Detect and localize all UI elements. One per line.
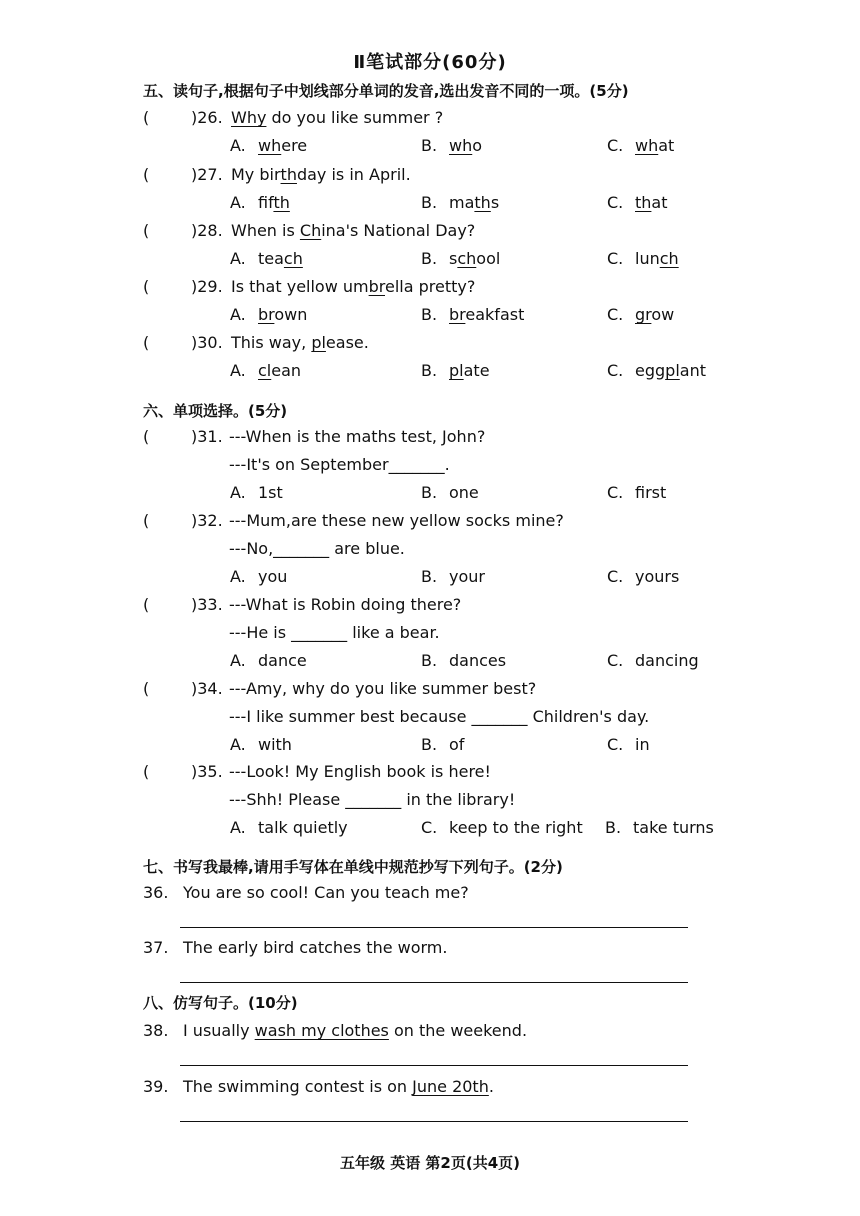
answer-bracket[interactable]: ( xyxy=(143,679,150,698)
option-c[interactable]: C. yours xyxy=(607,567,680,586)
question-line-2: ---It's on September_______. xyxy=(229,455,450,474)
model-sentence: 38. I usually wash my clothes on the weekend. xyxy=(143,1021,528,1040)
question-number: )34. xyxy=(191,679,223,698)
answer-bracket[interactable]: ( xyxy=(143,108,150,127)
question-number: )27. xyxy=(191,165,223,184)
question-line-1: ---What is Robin doing there? xyxy=(229,595,462,614)
question-row xyxy=(143,165,743,187)
question-number: )35. xyxy=(191,762,223,781)
option-a[interactable]: A. where xyxy=(230,136,308,155)
option-a[interactable]: A. dance xyxy=(230,651,307,670)
answer-bracket[interactable]: ( xyxy=(143,427,150,446)
question-line-1: ---When is the maths test, John? xyxy=(229,427,486,446)
question-line-2: ---No,_______ are blue. xyxy=(229,539,405,558)
option-a[interactable]: A. fifth xyxy=(230,193,290,212)
option-b[interactable]: B. plate xyxy=(421,361,490,380)
question-line-2: ---Shh! Please _______ in the library! xyxy=(229,790,516,809)
question-row xyxy=(143,108,743,130)
question-row xyxy=(143,277,743,299)
answer-bracket[interactable]: ( xyxy=(143,277,150,296)
answer-bracket[interactable]: ( xyxy=(143,221,150,240)
question-line-1: ---Amy, why do you like summer best? xyxy=(229,679,537,698)
answer-bracket[interactable]: ( xyxy=(143,762,150,781)
option-c[interactable]: C. lunch xyxy=(607,249,679,268)
section-7-heading: 七、书写我最棒,请用手写体在单线中规范抄写下列句子。(2分) xyxy=(143,858,563,876)
question-number: )26. xyxy=(191,108,223,127)
question-number: )31. xyxy=(191,427,223,446)
question-stem: Why do you like summer ? xyxy=(231,108,444,127)
section-8-heading: 八、仿写句子。(10分) xyxy=(143,994,298,1012)
option-c[interactable]: C. first xyxy=(607,483,667,502)
writing-line[interactable] xyxy=(180,982,688,983)
answer-bracket[interactable]: ( xyxy=(143,333,150,352)
option-b[interactable]: B. who xyxy=(421,136,483,155)
option-c[interactable]: C. that xyxy=(607,193,668,212)
option-c[interactable]: C. dancing xyxy=(607,651,699,670)
option-c[interactable]: C. in xyxy=(607,735,650,754)
option-c[interactable]: C. what xyxy=(607,136,675,155)
option-a[interactable]: A. with xyxy=(230,735,292,754)
option-b[interactable]: B. take turns xyxy=(605,818,714,837)
option-c[interactable]: C. keep to the right xyxy=(421,818,583,837)
option-b[interactable]: B. breakfast xyxy=(421,305,525,324)
question-stem: This way, please. xyxy=(231,333,369,352)
model-sentence: 39. The swimming contest is on June 20th. xyxy=(143,1077,494,1096)
question-number: )28. xyxy=(191,221,223,240)
question-number: )33. xyxy=(191,595,223,614)
question-line-1: ---Look! My English book is here! xyxy=(229,762,491,781)
question-line-2: ---He is _______ like a bear. xyxy=(229,623,440,642)
page-footer: 五年级 英语 第2页(共4页) xyxy=(339,1154,521,1172)
option-b[interactable]: B. school xyxy=(421,249,501,268)
question-number: )32. xyxy=(191,511,223,530)
option-a[interactable]: A. brown xyxy=(230,305,308,324)
question-line-2: ---I like summer best because _______ Children's day. xyxy=(229,707,650,726)
option-b[interactable]: B. one xyxy=(421,483,479,502)
copy-sentence: 37. The early bird catches the worm. xyxy=(143,938,448,957)
question-number: )29. xyxy=(191,277,223,296)
option-a[interactable]: A. 1st xyxy=(230,483,283,502)
answer-bracket[interactable]: ( xyxy=(143,165,150,184)
copy-sentence: 36. You are so cool! Can you teach me? xyxy=(143,883,469,902)
option-a[interactable]: A. talk quietly xyxy=(230,818,348,837)
section-6-heading: 六、单项选择。(5分) xyxy=(143,402,288,420)
question-number: )30. xyxy=(191,333,223,352)
writing-line[interactable] xyxy=(180,1065,688,1066)
question-stem: My birthday is in April. xyxy=(231,165,411,184)
question-row xyxy=(143,221,743,243)
question-row xyxy=(143,333,743,355)
writing-line[interactable] xyxy=(180,927,688,928)
option-a[interactable]: A. you xyxy=(230,567,288,586)
option-a[interactable]: A. clean xyxy=(230,361,302,380)
option-c[interactable]: C. grow xyxy=(607,305,675,324)
option-a[interactable]: A. teach xyxy=(230,249,303,268)
question-stem: When is China's National Day? xyxy=(231,221,476,240)
answer-bracket[interactable]: ( xyxy=(143,595,150,614)
page-title: Ⅱ笔试部分(60分) xyxy=(353,52,507,73)
option-c[interactable]: C. eggplant xyxy=(607,361,706,380)
option-b[interactable]: B. of xyxy=(421,735,465,754)
option-b[interactable]: B. your xyxy=(421,567,485,586)
section-5-heading: 五、读句子,根据句子中划线部分单词的发音,选出发音不同的一项。(5分) xyxy=(143,82,629,100)
question-stem: Is that yellow umbrella pretty? xyxy=(231,277,476,296)
option-b[interactable]: B. dances xyxy=(421,651,507,670)
question-line-1: ---Mum,are these new yellow socks mine? xyxy=(229,511,564,530)
writing-line[interactable] xyxy=(180,1121,688,1122)
answer-bracket[interactable]: ( xyxy=(143,511,150,530)
option-b[interactable]: B. maths xyxy=(421,193,500,212)
